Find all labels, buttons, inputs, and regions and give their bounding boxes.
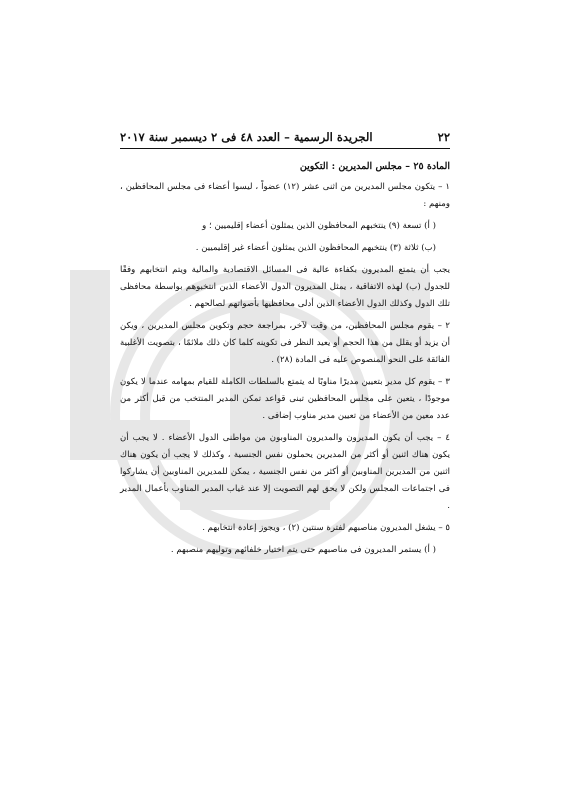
page-header	[120, 130, 450, 148]
article-25	[120, 161, 450, 559]
page-number: ٢٢	[437, 130, 450, 144]
clause-5: ٥ – يشغل المديرون مناصبهم لفترة سنتين (٢) ، ويجوز إعادة انتخابهم .	[202, 523, 450, 533]
clause-1-a: ( أ) تسعة (٩) ينتخبهم المحافظون الذين يمثلون أعضاء إقليميين ؛ و	[202, 221, 436, 231]
clause-2: ٢ – يقوم مجلس المحافظين، من وقت لآخر، بمراجعة حجم وتكوين مجلس المديرين ، ويكن أن يزيد أو يقلل من هذا الحجم أو يعيد النظر فى تكوينه كلما كان ذلك ملائمًا ، بتصويت الأغلبية الفائقة على النحو المنصوص عليه فى المادة (٢٨) .	[120, 321, 450, 365]
header-divider	[120, 148, 450, 149]
clause-5-a: ( أ) يستمر المديرون فى مناصبهم حتى يتم اختيار خلفائهم وتوليهم منصبهم .	[170, 545, 436, 555]
clause-4: ٤ – يجب أن يكون المديرون والمديرون المناوبون من مواطنى الدول الأعضاء . لا يجب أن يكون هناك اثنين أو أكثر من المديرين يحملون نفس الجنسية ، وكذلك لا يجب أن يكون هناك اثنين من المديرين المناوبين أو أكثر من نفس الجنسية ، يمكن للمديرين المناوبين أن يشاركوا فى اجتماعات المجلس ولكن لا يحق لهم التصويت إلا عند غياب المدير المناوب بأعمال المدير .	[120, 433, 450, 511]
gazette-page	[120, 130, 450, 564]
clause-1-b: (ب) ثلاثة (٣) ينتخبهم المحافظون الذين يمثلون أعضاء غير إقليميين .	[195, 243, 436, 253]
clause-1: ١ – يتكون مجلس المديرين من اثنى عشر (١٢) عضواً ، ليسوا أعضاء فى مجلس المحافظين ، ومنهم :	[120, 182, 450, 209]
clause-1-qualifications: يجب أن يتمتع المديرون بكفاءة عالية فى المسائل الاقتصادية والمالية ويتم انتخابهم وفقًا للجدول (ب) لهذه الاتفاقية ، يمثل المديرون الدول الأعضاء الذين انتخبوهم بواسطة محافظى تلك الدول وكذلك الدول الأعضاء الذين أدلى محافظيها بأصواتهم لصالحهم .	[120, 265, 450, 309]
clause-3: ٣ – يقوم كل مدير بتعيين مديرًا مناوبًا له يتمتع بالسلطات الكاملة للقيام بمهامه عندما لا يكون موجودًا ، يتعين على مجلس المحافظين تبنى قواعد تمكن المدير المنتخب من قبل أكثر من عدد معين من الأعضاء من تعيين مدير مناوب إضافى .	[120, 377, 450, 421]
article-title: المادة ٢٥ – مجلس المديرين : التكوين	[299, 161, 450, 172]
gazette-title: الجريدة الرسمية – العدد ٤٨ فى ٢ ديسمبر سنة ٢٠١٧	[120, 130, 373, 144]
